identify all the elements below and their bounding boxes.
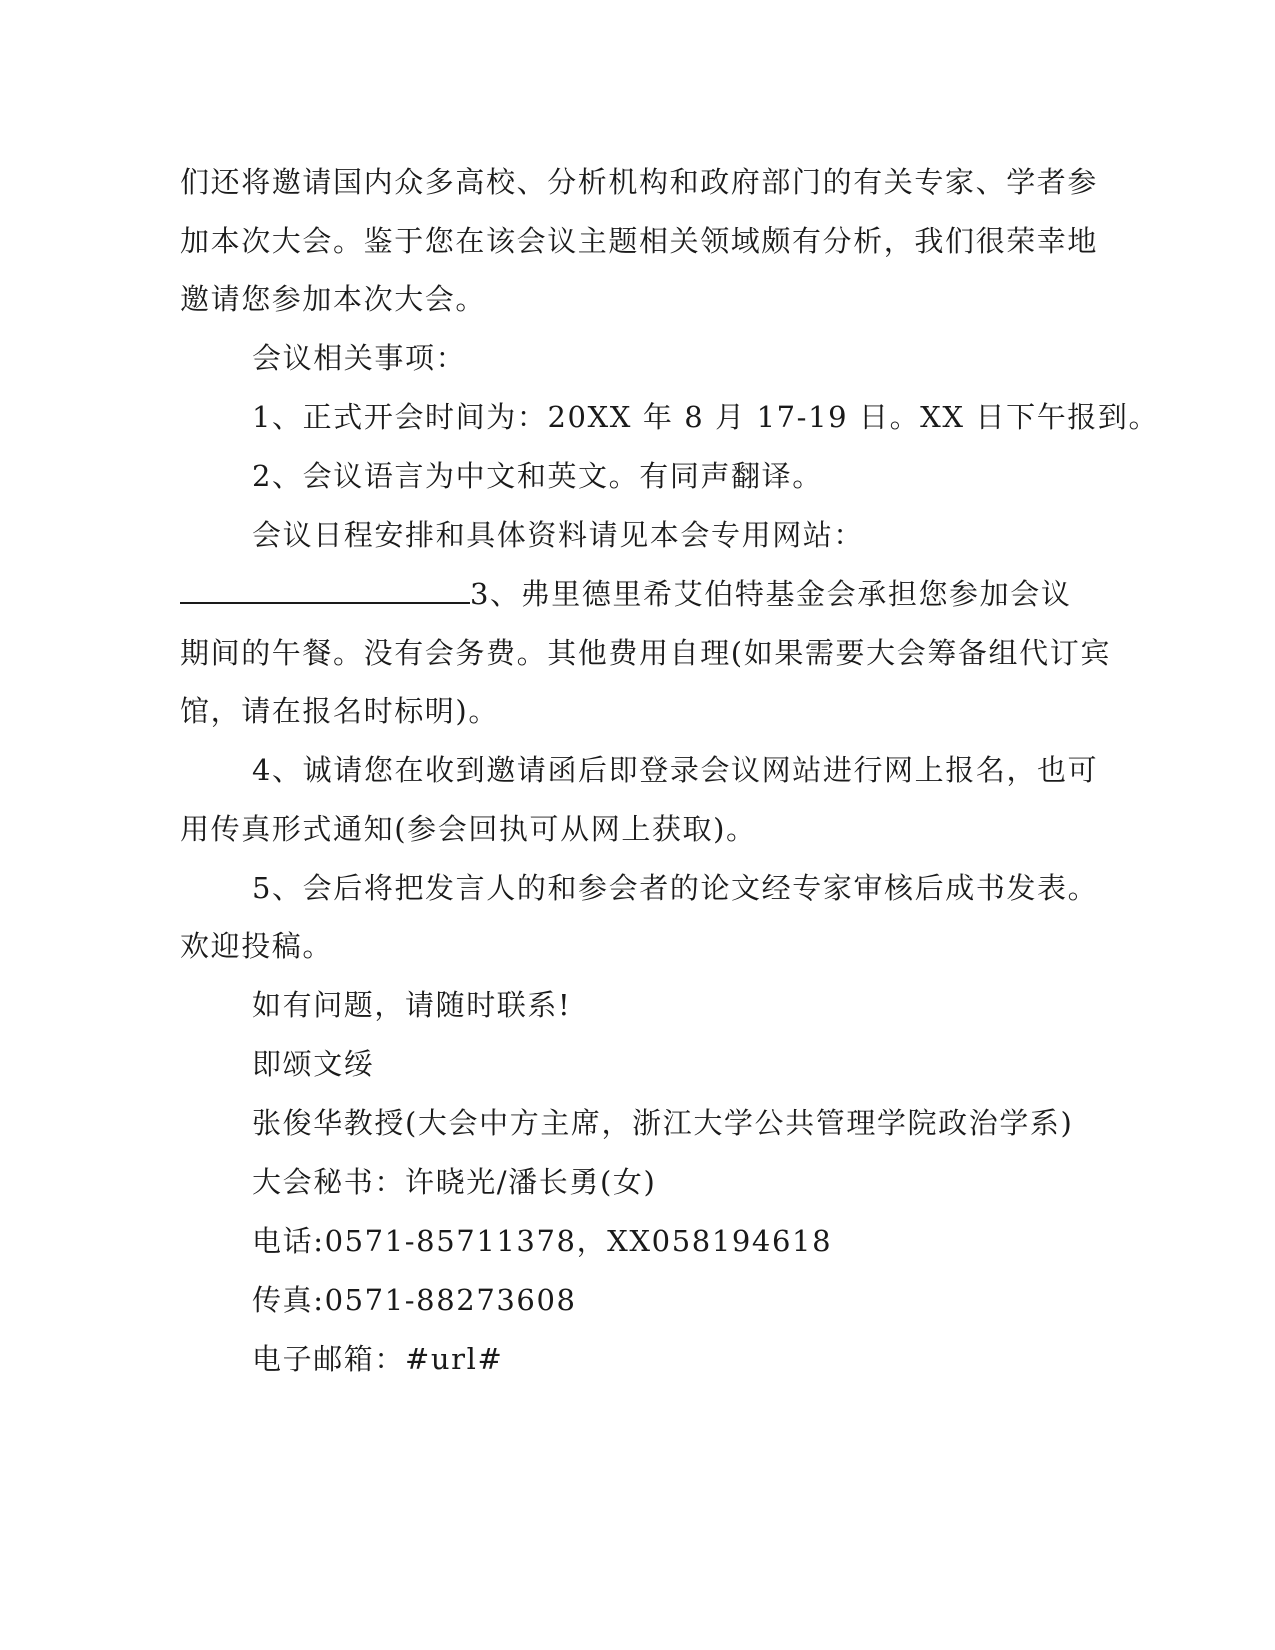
website-blank <box>180 576 470 604</box>
paragraph-line: 馆，请在报名时标明)。 <box>180 694 499 728</box>
list-item: 2、会议语言为中文和英文。有同声翻译。 <box>252 459 823 493</box>
paragraph-line: 们还将邀请国内众多高校、分析机构和政府部门的有关专家、学者参 <box>180 165 1099 199</box>
paragraph-line: 期间的午餐。没有会务费。其他费用自理(如果需要大会筹备组代订宾 <box>180 636 1111 670</box>
list-item: 1、正式开会时间为：20XX 年 8 月 17-19 日。XX 日下午报到。 <box>252 400 1160 434</box>
closing-line: 如有问题，请随时联系! <box>252 988 572 1022</box>
secretary-line: 大会秘书：许晓光/潘长勇(女) <box>252 1165 657 1199</box>
signature-line: 张俊华教授(大会中方主席，浙江大学公共管理学院政治学系) <box>252 1106 1074 1140</box>
list-item: 4、诚请您在收到邀请函后即登录会议网站进行网上报名，也可 <box>252 753 1099 787</box>
list-item-line <box>180 574 1071 614</box>
paragraph-line: 邀请您参加本次大会。 <box>180 282 487 316</box>
section-heading: 会议相关事项： <box>252 341 467 375</box>
fax-line: 传真:0571-88273608 <box>252 1283 577 1317</box>
list-item-text: 3、弗里德里希艾伯特基金会承担您参加会议 <box>470 577 1072 611</box>
list-item: 5、会后将把发言人的和参会者的论文经专家审核后成书发表。 <box>252 871 1099 905</box>
paragraph-line: 加本次大会。鉴于您在该会议主题相关领域颇有分析，我们很荣幸地 <box>180 224 1099 258</box>
paragraph-line: 用传真形式通知(参会回执可从网上获取)。 <box>180 812 757 846</box>
closing-line: 即颂文绥 <box>252 1047 375 1081</box>
paragraph-line: 欢迎投稿。 <box>180 929 334 963</box>
email-line: 电子邮箱：#url# <box>252 1342 504 1376</box>
phone-line: 电话:0571-85711378，XX058194618 <box>252 1224 833 1258</box>
paragraph-line: 会议日程安排和具体资料请见本会专用网站： <box>252 518 865 552</box>
